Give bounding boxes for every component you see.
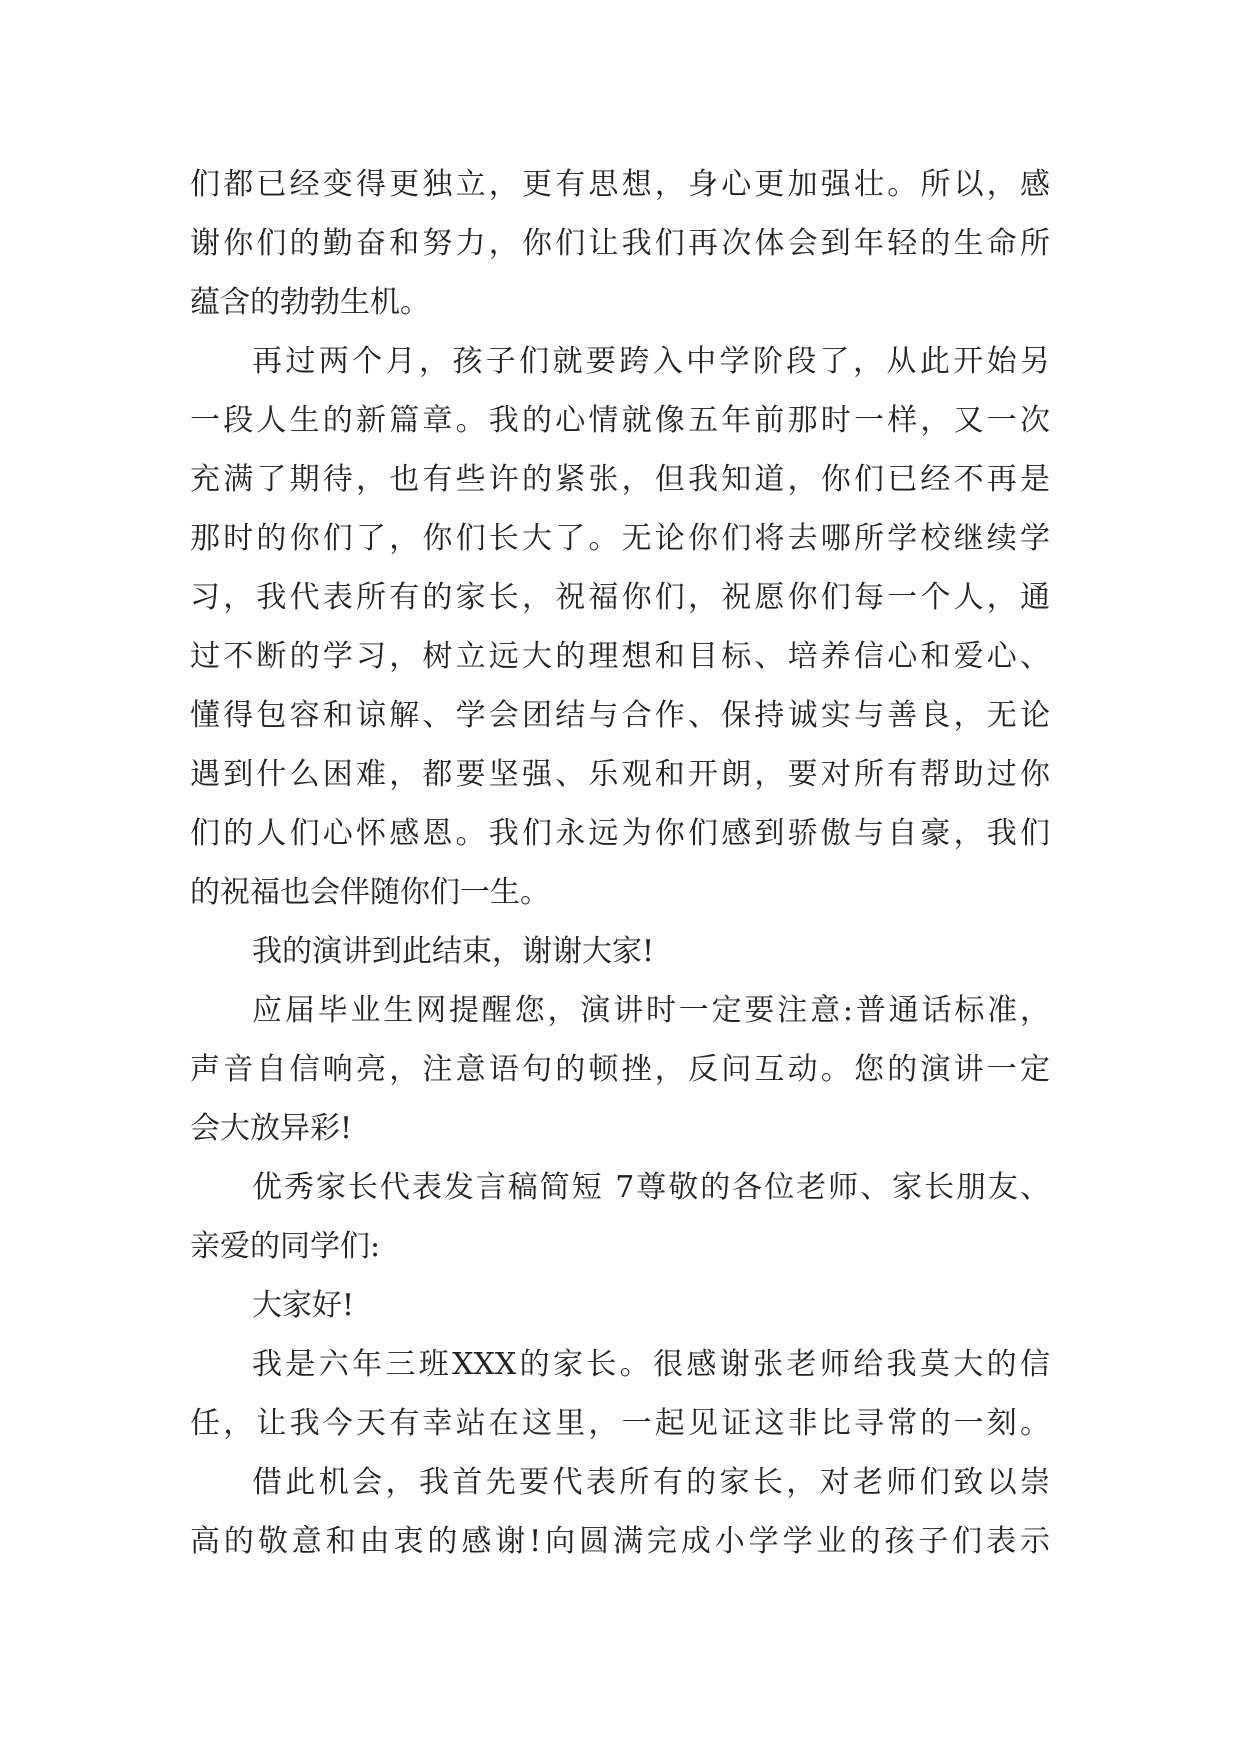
- text-line: 会大放异彩!: [190, 1111, 353, 1146]
- text-line: 谢你们的勤奋和努力，你们让我们再次体会到年轻的生命所: [190, 226, 1050, 261]
- text-line: 过不断的学习，树立远大的理想和目标、培养信心和爱心、: [190, 639, 1050, 674]
- text-line: 遇到什么困难，都要坚强、乐观和开朗，要对所有帮助过你: [190, 757, 1050, 792]
- text-line: 亲爱的同学们:: [190, 1229, 381, 1264]
- text-line: 们的人们心怀感恩。我们永远为你们感到骄傲与自豪，我们: [190, 816, 1050, 851]
- text-line: 再过两个月，孩子们就要跨入中学阶段了，从此开始另: [252, 344, 1050, 379]
- text-line: 我的演讲到此结束，谢谢大家!: [252, 934, 655, 969]
- text-line: 的祝福也会伴随你们一生。: [190, 875, 550, 910]
- text-line: 懂得包容和谅解、学会团结与合作、保持诚实与善良，无论: [190, 698, 1050, 733]
- text-line: 们都已经变得更独立，更有思想，身心更加强壮。所以，感: [190, 167, 1050, 202]
- text-line: 充满了期待，也有些许的紧张，但我知道，你们已经不再是: [190, 462, 1050, 497]
- text-line: 那时的你们了，你们长大了。无论你们将去哪所学校继续学: [190, 521, 1050, 556]
- text-line: 任，让我今天有幸站在这里，一起见证这非比寻常的一刻。: [190, 1406, 1050, 1441]
- text-line: 蕴含的勃勃生机。: [190, 285, 430, 320]
- text-line: 应届毕业生网提醒您，演讲时一定要注意:普通话标准，: [252, 993, 1050, 1028]
- text-line: 借此机会，我首先要代表所有的家长，对老师们致以崇: [252, 1465, 1050, 1500]
- text-line: 优秀家长代表发言稿简短 7尊敬的各位老师、家长朋友、: [252, 1170, 1050, 1205]
- text-line: 一段人生的新篇章。我的心情就像五年前那时一样，又一次: [190, 403, 1050, 438]
- text-line: 我是六年三班XXX的家长。很感谢张老师给我莫大的信: [252, 1347, 1050, 1382]
- text-line: 习，我代表所有的家长，祝福你们，祝愿你们每一个人，通: [190, 580, 1050, 615]
- text-line: 声音自信响亮，注意语句的顿挫，反问互动。您的演讲一定: [190, 1052, 1050, 1087]
- text-line: 大家好!: [252, 1288, 355, 1323]
- text-line: 高的敬意和由衷的感谢!向圆满完成小学学业的孩子们表示: [190, 1524, 1050, 1559]
- document-body: [190, 155, 1050, 1571]
